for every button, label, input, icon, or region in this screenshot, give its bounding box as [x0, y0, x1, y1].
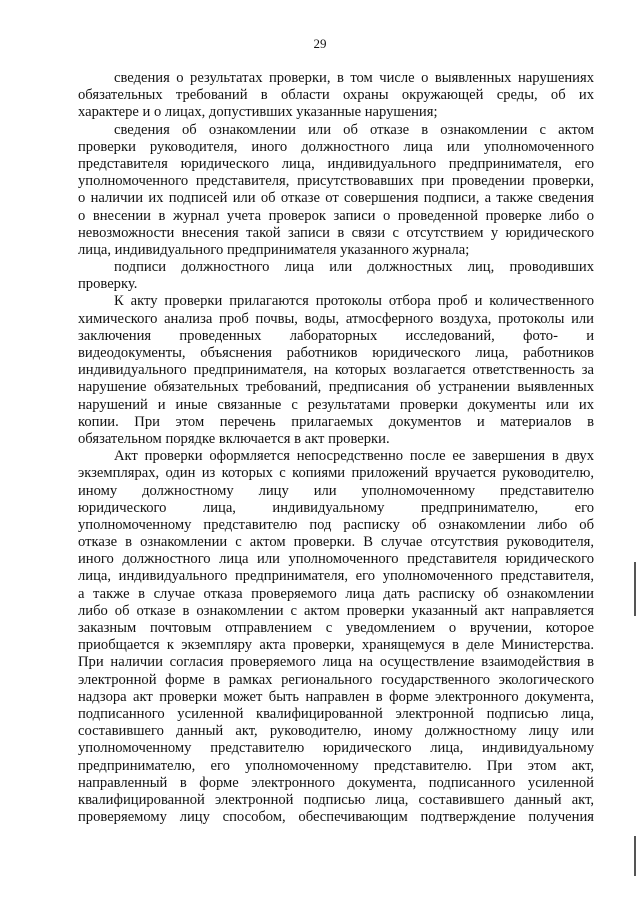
text-line: лица, индивидуального предпринимателя, его уполномоченного представителя,	[78, 568, 594, 585]
text-line: заключения проведенных лабораторных исследований, фото- и	[78, 327, 594, 344]
text-line: электронной форме в рамках регионального государственного экологического	[78, 671, 594, 688]
scan-edge-mark	[634, 562, 636, 616]
text-line: уполномоченному представителю юридического лица, индивидуальному	[78, 740, 594, 757]
text-line: представителя юридического лица, индивидуального предпринимателя, его	[78, 155, 594, 172]
text-line: нарушений и иные связанные с результатами проверки документы или их	[78, 396, 594, 413]
text-line: иному должностному лицу или уполномоченному представителю	[78, 482, 594, 499]
text-line: При наличии согласия проверяемого лица на осуществление взаимодействия в	[78, 654, 594, 671]
text-line: подписанного усиленной квалифицированной электронной подписью лица,	[78, 705, 594, 722]
text-line: о наличии их подписей или об отказе от совершения подписи, а также сведения	[78, 190, 594, 207]
text-line: надзора акт проверки может быть направлен в форме электронного документа,	[78, 688, 594, 705]
text-line: проверяемому лицу способом, обеспечивающим подтверждение получения	[78, 809, 594, 826]
text-line: заказным почтовым отправлением с уведомлением о вручении, которое	[78, 620, 594, 636]
text-line: юридического лица, индивидуальному предпринимателю, его	[78, 499, 594, 516]
text-line: предпринимателю, его уполномоченному представителю. При этом акт,	[78, 757, 594, 774]
text-line: сведения об ознакомлении или об отказе в ознакомлении с актом	[114, 121, 594, 138]
text-line: приобщается к экземпляру акта проверки, хранящемуся в деле Министерства.	[78, 637, 594, 654]
text-line: индивидуального предпринимателя, на которых возлагается ответственность за	[78, 362, 594, 379]
text-line: иного должностного лица или уполномоченного представителя юридического	[78, 551, 594, 568]
text-line: К акту проверки прилагаются протоколы отбора проб и количественного	[114, 293, 594, 310]
text-line: невозможности внесения такой записи в связи с отсутствием у юридического	[78, 224, 594, 241]
text-line: либо об отказе в ознакомлении с актом проверки указанный акт направляется	[78, 602, 594, 619]
page-number: 29	[313, 36, 327, 51]
text-line: уполномоченного представителя, присутствовавших при проведении проверки,	[78, 173, 594, 190]
text-line: обязательном порядке включается в акт проверки.	[78, 430, 390, 447]
text-line: составившего данный акт, руководителю, иному должностному лицу или	[78, 723, 594, 740]
text-line: обязательных требований в области охраны окружающей среды, об их	[78, 87, 594, 104]
text-line: видеодокументы, объяснения работников юридического лица, работников	[78, 345, 594, 361]
text-line: подписи должностного лица или должностных лиц, проводивших	[114, 259, 594, 276]
text-line: проверки руководителя, иного должностного лица или уполномоченного	[78, 138, 594, 155]
text-line: Акт проверки оформляется непосредственно после ее завершения в двух	[114, 448, 594, 465]
text-line: квалифицированной электронной подписью лица, составившего данный акт,	[78, 791, 594, 808]
text-line: химического анализа проб почвы, воды, атмосферного воздуха, протоколы или	[78, 310, 594, 327]
text-line: а также в случае отказа проверяемого лица дать расписку об ознакомлении	[78, 585, 594, 602]
text-line: проверку.	[78, 276, 138, 293]
body-text	[78, 70, 594, 826]
text-line: сведения о результатах проверки, в том числе о выявленных нарушениях	[114, 70, 594, 86]
scan-edge-mark	[634, 836, 636, 876]
text-line: отказе в ознакомлении с актом проверки. В случае отсутствия руководителя,	[78, 534, 594, 551]
text-line: нарушение обязательных требований, предписания об устранении выявленных	[78, 379, 594, 396]
text-line: экземплярах, один из которых с копиями приложений вручается руководителю,	[78, 465, 594, 482]
text-line: лица, индивидуального предпринимателя указанного журнала;	[78, 241, 470, 258]
text-line: о внесении в журнал учета проверок записи о проведенной проверке либо о	[78, 207, 594, 224]
text-line: направленный в форме электронного документа, подписанного усиленной	[78, 774, 594, 791]
text-line: уполномоченному представителю под расписку об ознакомлении либо об	[78, 516, 594, 533]
text-line: копии. При этом перечень прилагаемых документов и материалов в	[78, 413, 594, 430]
text-line: характере и о лицах, допустивших указанные нарушения;	[78, 104, 438, 121]
